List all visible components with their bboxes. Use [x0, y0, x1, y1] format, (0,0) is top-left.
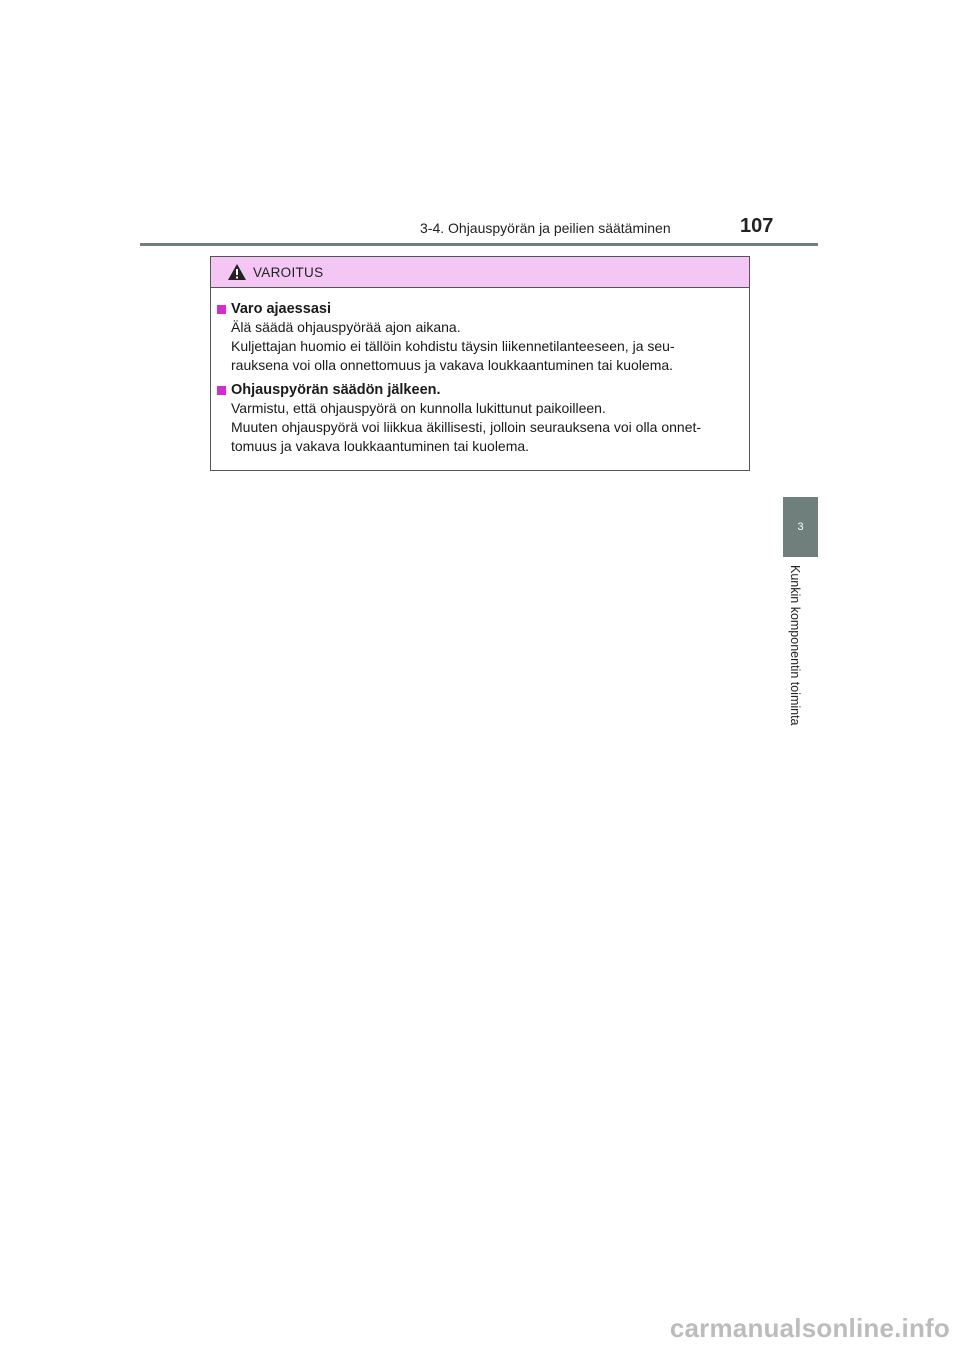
body-line: Älä säädä ohjauspyörää ajon aikana. [231, 319, 461, 335]
chapter-side-label: Kunkin komponentin toiminta [788, 565, 802, 726]
header-divider [140, 243, 818, 246]
warning-section [217, 381, 743, 456]
warning-header [211, 257, 749, 288]
bullet-square-icon [217, 305, 226, 314]
section-heading [217, 381, 743, 399]
body-line: rauksena voi olla onnettomuus ja vakava loukkaantuminen tai kuolema. [231, 357, 674, 373]
body-line: Varmistu, että ohjauspyörä on kunnolla lukittunut paikoilleen. [231, 400, 606, 416]
page-number: 107 [740, 215, 774, 237]
warning-section [217, 300, 743, 375]
bullet-square-icon [217, 386, 226, 395]
chapter-number: 3 [797, 521, 804, 533]
section-heading-text: Varo ajaessasi [231, 301, 331, 317]
body-line: Kuljettajan huomio ei tällöin kohdistu täysin liikennetilanteeseen, ja seu- [231, 338, 675, 354]
body-line: Muuten ohjauspyörä voi liikkua äkillisesti, jolloin seurauksena voi olla onnet- [231, 419, 702, 435]
section-title: 3-4. Ohjauspyörän ja peilien säätäminen [420, 220, 671, 236]
warning-triangle-icon [227, 263, 247, 281]
chapter-tab [783, 497, 818, 557]
warning-box [210, 256, 750, 471]
section-heading [217, 300, 743, 318]
warning-title: VAROITUS [253, 264, 324, 280]
body-line: tomuus ja vakava loukkaantuminen tai kuolema. [231, 438, 530, 454]
warning-body [211, 288, 749, 456]
section-heading-text: Ohjauspyörän säädön jälkeen. [231, 382, 441, 398]
watermark: carmanualsonline.info [669, 1313, 950, 1343]
